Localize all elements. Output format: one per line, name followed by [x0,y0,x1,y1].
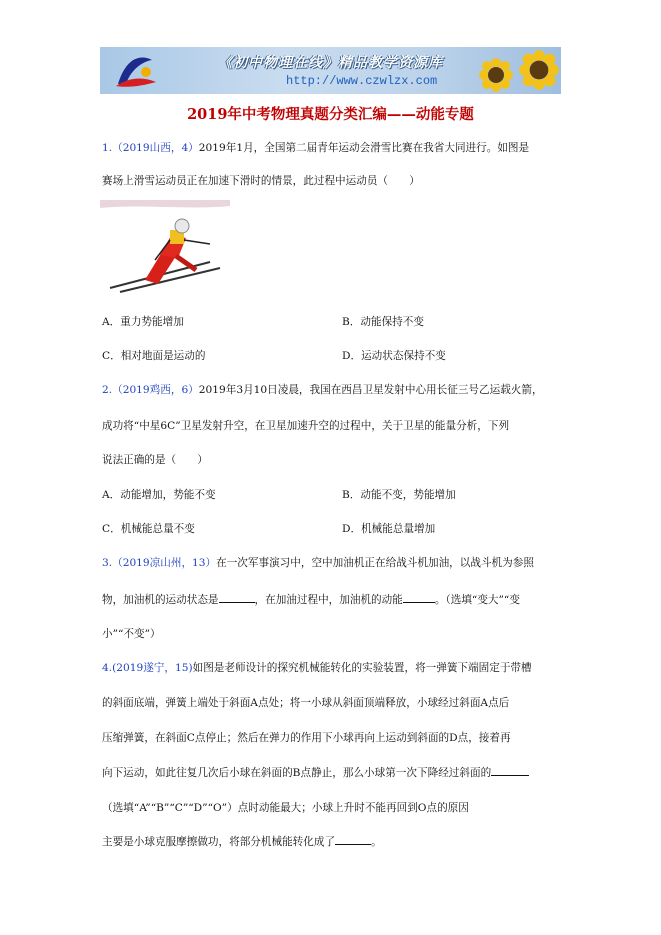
q2-source: 2.（2019鸡西，6） [102,384,199,396]
q2-option-c: C．机械能总量不变 [102,523,195,535]
answer-blank [491,765,529,776]
document-title: 2019年中考物理真题分类汇编——动能专题 [187,106,474,123]
header-banner [100,47,561,94]
q4-text-4: 向下运动，如此往复几次后小球在斜面的B点静止，那么小球第一次下降经过斜面的 [102,767,492,779]
q3-line-2 [102,592,520,607]
q2-option-a: A．动能增加，势能不变 [102,489,216,501]
q4-text-6: 主要是小球克服摩擦做功，将部分机械能转化成了 [102,836,336,848]
q2-text-1: 2019年3月10日凌晨，我国在西昌卫星发射中心用长征三号乙运载火箭， [198,384,543,396]
sunflower-icon [518,49,560,91]
q3-text-3: 小”“不变”） [102,628,161,640]
skier-image [100,200,280,295]
q1-option-a: A．重力势能增加 [102,316,184,328]
sunflower-icon [478,57,514,93]
answer-blank [335,834,371,845]
q1-option-d: D．运动状态保持不变 [342,350,446,362]
q2-text-2: 成功将“中星6C”卫星发射升空，在卫星加速升空的过程中，关于卫星的能量分析，下列 [102,420,510,432]
q1-text-1: 2019年1月，全国第二届青年运动会滑雪比赛在我省大同进行。如图是 [198,142,530,154]
q1-option-c: C．相对地面是运动的 [102,350,206,362]
q2-text-3: 说法正确的是（ ） [102,454,208,466]
q4-text-1: 如图是老师设计的探究机械能转化的实验装置，将一弹簧下端固定于带槽 [192,662,532,674]
q4-line-6 [102,834,382,849]
q1-line-1 [102,140,529,155]
q1-source: 1.（2019山西，4） [102,142,199,154]
banner-title: 《初中物理在线》精品教学资源库 [218,55,443,71]
q3-text-1: 在一次军事演习中，空中加油机正在给战斗机加油，以战斗机为参照 [216,557,534,569]
q1-option-b: B．动能保持不变 [342,316,424,328]
q2-option-b: B．动能不变，势能增加 [342,489,456,501]
q4-line-4 [102,765,529,780]
q3-text-2a: 物，加油机的运动状态是 [102,594,219,606]
q2-option-d: D．机械能总量增加 [342,523,436,535]
q4-line-1 [102,660,532,675]
q4-text-5: （选填“A”“B”“C”“D”“O”）点时动能最大；小球上升时不能再回到O点的原因 [102,802,469,814]
answer-blank [403,592,435,603]
banner-url: http://www.czwlzx.com [286,74,438,88]
q3-text-2c: 。（选填“变大”“变 [434,594,520,606]
q4-text-6-end: 。 [371,836,382,848]
answer-blank [219,592,255,603]
q4-text-3: 压缩弹簧，在斜面C点停止；然后在弹力的作用下小球再向上运动到斜面的D点，接着再 [102,732,511,744]
q3-source: 3.（2019凉山州，13） [102,557,217,569]
q4-text-2: 的斜面底端，弹簧上端处于斜面A点处；将一小球从斜面顶端释放，小球经过斜面A点后 [102,697,510,709]
q2-line-1 [102,382,543,397]
site-logo-icon [112,52,158,90]
q3-line-1 [102,555,534,570]
q1-text-2: 赛场上滑雪运动员正在加速下滑时的情景，此过程中运动员（ ） [102,175,420,187]
q4-source: 4.(2019遂宁，15) [102,662,193,674]
q3-text-2b: ，在加油过程中，加油机的动能 [254,594,403,606]
